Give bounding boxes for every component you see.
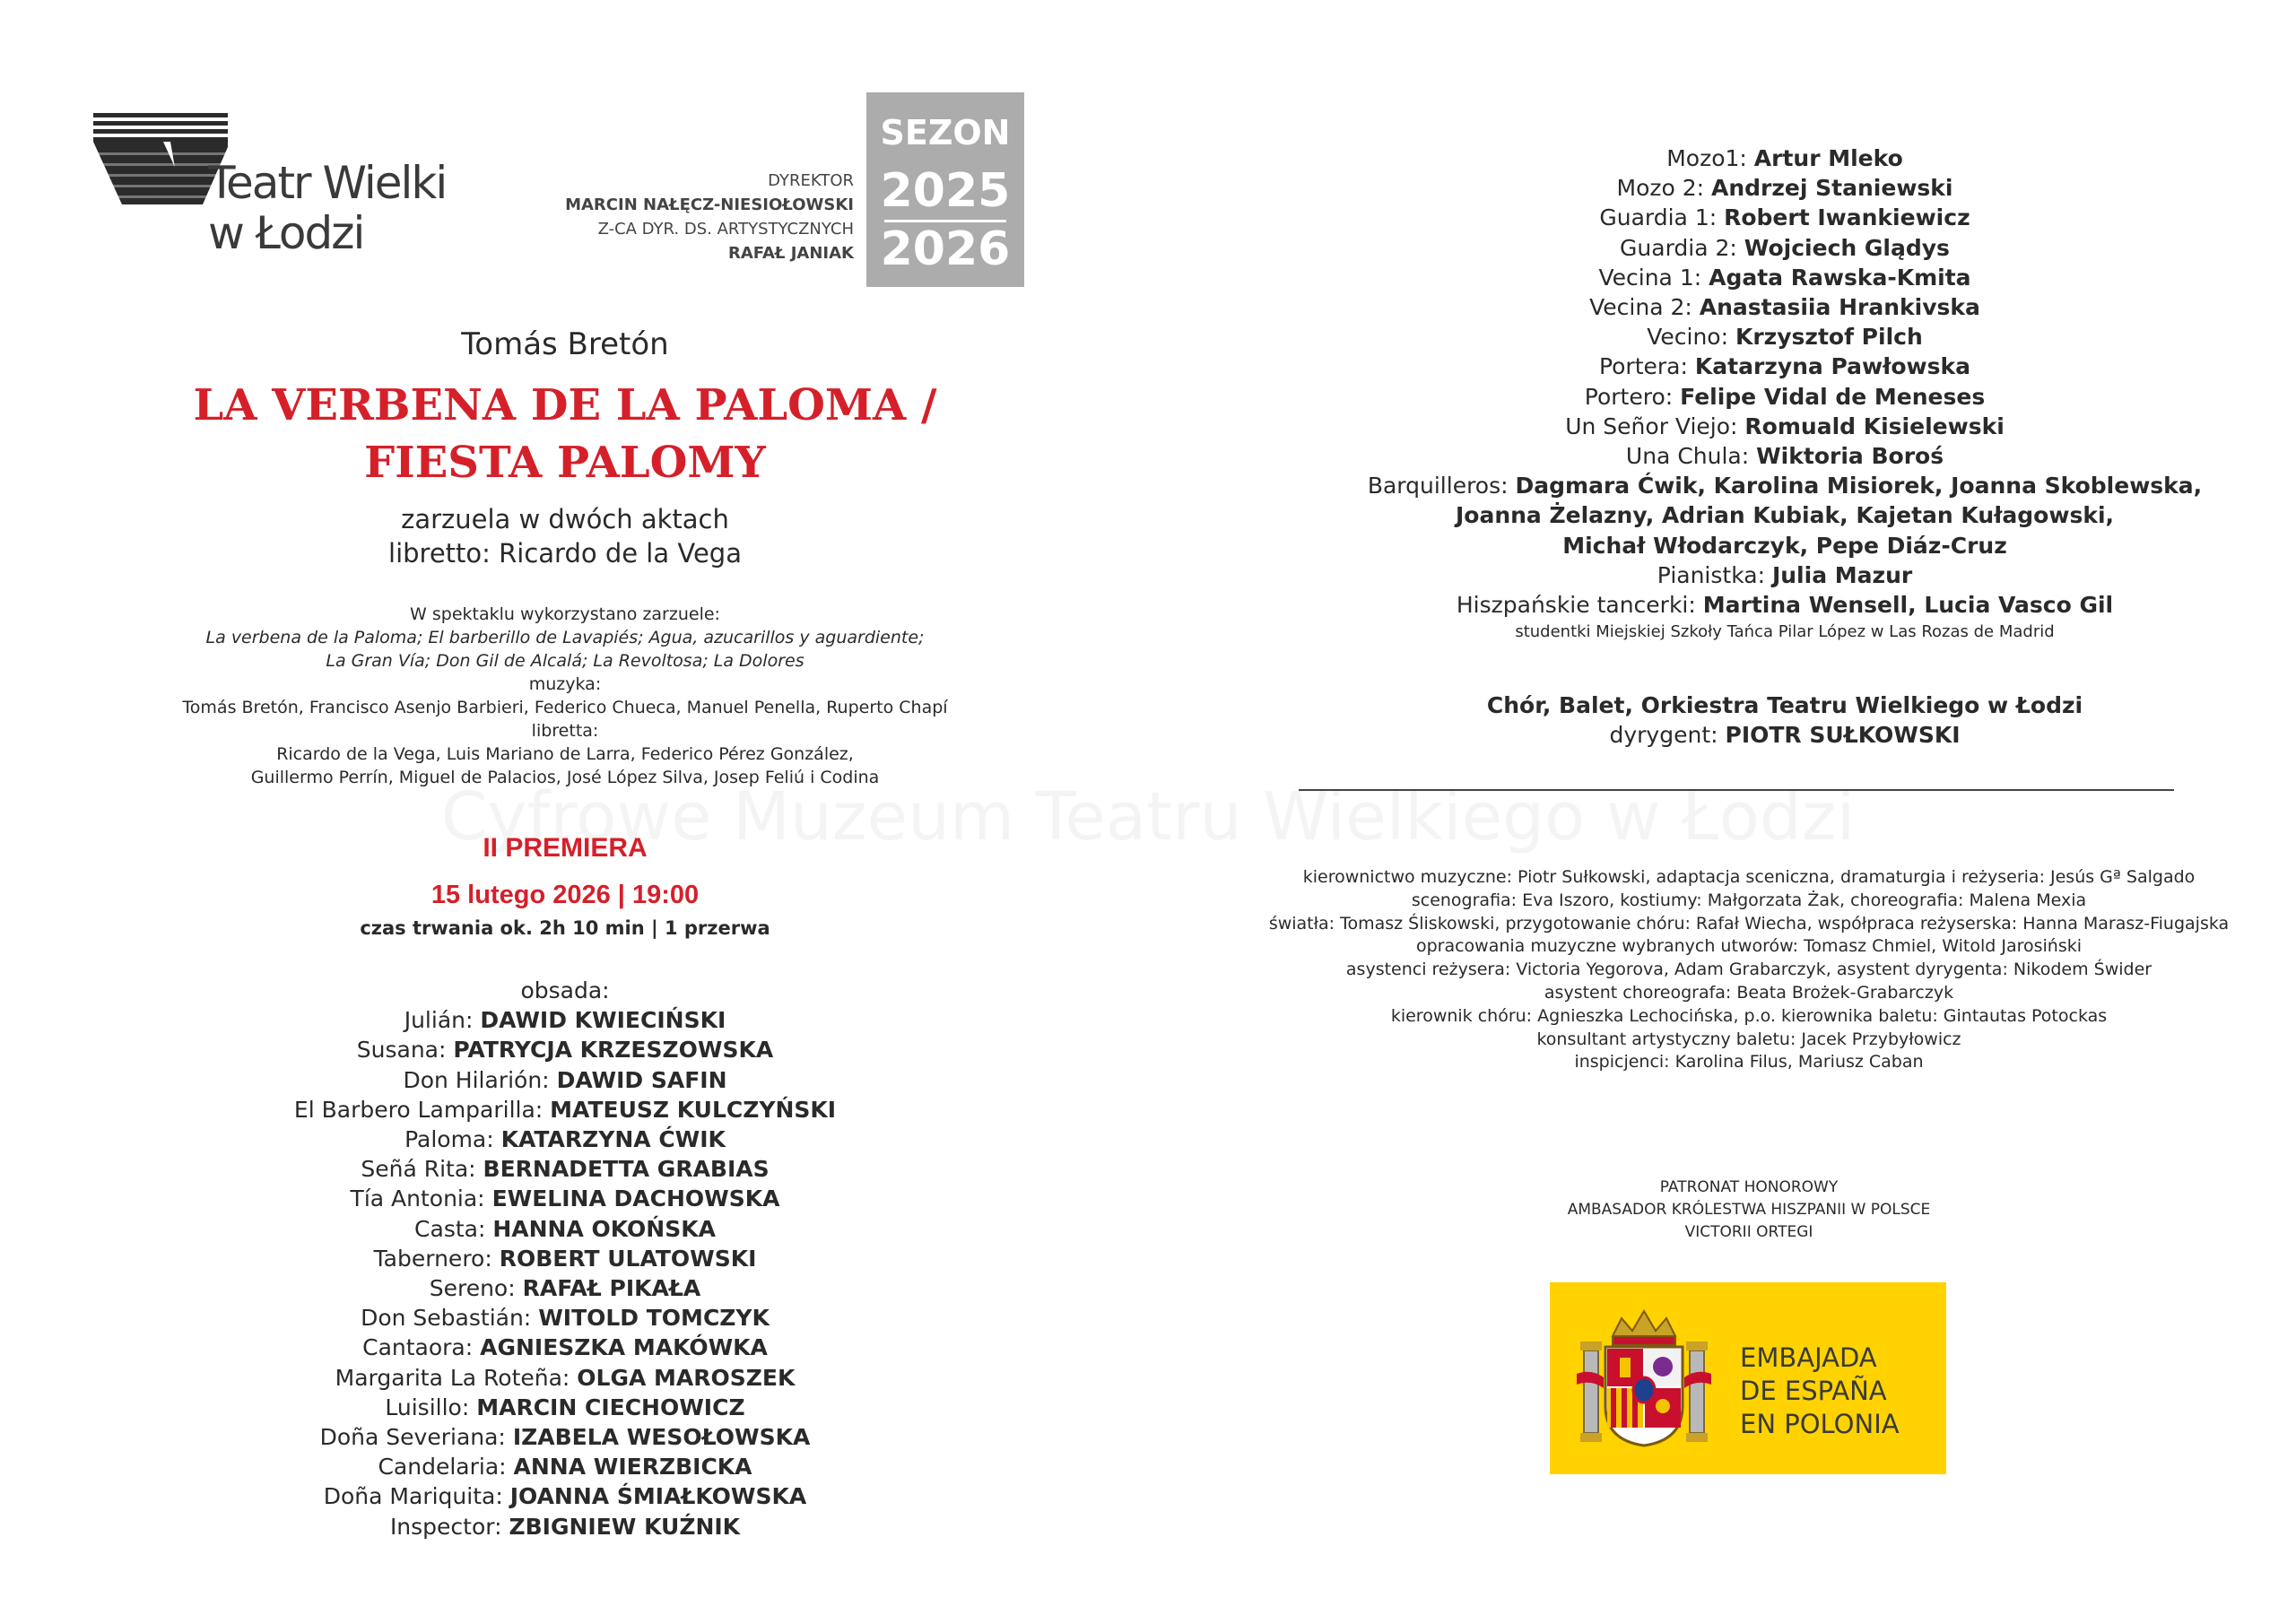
cast-row (90, 1244, 1040, 1273)
cast-performer: BERNADETTA GRABIAS (483, 1156, 770, 1183)
zarzuele-works-2: La Gran Vía; Don Gil de Alcalá; La Revoltosa; La Dolores (326, 651, 804, 671)
cast-performer: Dagmara Ćwik, Karolina Misiorek, Joanna Skoblewska, (1515, 473, 2203, 499)
cast-role: Candelaria: (378, 1454, 507, 1481)
cast-row (1274, 471, 2296, 500)
season-label: SEZON (880, 113, 1011, 152)
cast-row (1274, 382, 2296, 412)
cast-row (1274, 352, 2296, 381)
cast-role: Doña Severiana: (319, 1424, 506, 1451)
cast-row (90, 1303, 1040, 1333)
cast-role: Inspector: (389, 1513, 502, 1540)
premiere-label: II PREMIERA (483, 833, 648, 863)
cast-row (90, 1005, 1040, 1035)
cast-performer: MATEUSZ KULCZYŃSKI (550, 1096, 837, 1123)
cast-row (1274, 531, 2296, 560)
libretto-label: libretta: (531, 721, 599, 741)
music-composers: Tomás Bretón, Francisco Asenjo Barbieri, Federico Chueca, Manuel Penella, Ruperto Chapí (182, 698, 948, 717)
director-role: DYREKTOR (768, 171, 854, 190)
cast-performer: Robert Iwankiewicz (1724, 204, 1970, 231)
directors-block (502, 169, 854, 265)
credit-line: inspicjenci: Karolina Filus, Mariusz Caban (1574, 1052, 1924, 1073)
cast-performer: ANNA WIERZBICKA (513, 1454, 752, 1481)
cast-role: Luisillo: (385, 1394, 470, 1420)
season-year-end: 2026 (880, 222, 1011, 276)
cast-row (1274, 143, 2296, 173)
music-label: muzyka: (528, 674, 602, 694)
cast-row (1274, 203, 2296, 232)
cast-performer: Katarzyna Pawłowska (1694, 353, 1971, 380)
cast-performer: OLGA MAROSZEK (577, 1364, 796, 1391)
cast-row (1274, 441, 2296, 471)
credit-line: asystent choreografa: Beata Brożek-Grabarczyk (1544, 982, 1954, 1003)
cast-row (90, 1184, 1040, 1213)
cast-row (1274, 560, 2296, 590)
credits-list (1220, 866, 2278, 1074)
cast-role: Una Chula: (1625, 443, 1750, 470)
cast-row (90, 1214, 1040, 1244)
cast-role: Tabernero: (373, 1245, 492, 1272)
cast-row (1274, 263, 2296, 292)
cast-row (90, 1512, 1040, 1541)
cast-performer: Wiktoria Boroś (1756, 443, 1944, 470)
patronage-label: PATRONAT HONOROWY (1659, 1178, 1839, 1196)
opera-title (90, 377, 1040, 491)
cast-row (90, 1065, 1040, 1095)
cast-row (90, 1452, 1040, 1481)
credit-line: scenografia: Eva Iszoro, kostiumy: Małgorzata Żak, choreografia: Malena Mexia (1411, 890, 2087, 910)
cast-performer: ZBIGNIEW KUŹNIK (509, 1513, 741, 1540)
cast-role: Señá Rita: (361, 1156, 476, 1183)
cast-performer: Artur Mleko (1753, 145, 1903, 171)
cast-role: Tía Antonia: (350, 1185, 485, 1212)
cast-performer: JOANNA ŚMIAŁKOWSKA (509, 1483, 807, 1510)
cast-performer: Joanna Żelazny, Adrian Kubiak, Kajetan Kułagowski, (1455, 502, 2115, 529)
cast-row (90, 1125, 1040, 1154)
cast-performer: KATARZYNA ĆWIK (500, 1126, 726, 1153)
cast-role: Portero: (1584, 383, 1674, 410)
zarzuele-info (90, 603, 1040, 789)
cast-role: Paloma: (404, 1126, 494, 1153)
students-note: studentki Miejskiej Szkoły Tańca Pilar López w Las Rozas de Madrid (1515, 622, 2055, 641)
cast-performer: Agata Rawska-Kmita (1709, 264, 1971, 291)
conductor-name: PIOTR SUŁKOWSKI (1725, 722, 1961, 748)
cast-role: Hiszpańskie tancerki: (1456, 592, 1696, 619)
embassy-line-3: EN POLONIA (1740, 1409, 1900, 1439)
librettists-1: Ricardo de la Vega, Luis Mariano de Larra, Federico Pérez González, (276, 744, 854, 764)
spain-coat-of-arms-icon (1577, 1306, 1711, 1449)
credit-line: światła: Tomasz Śliskowski, przygotowanie chóru: Rafał Wiecha, współpraca reżyserska: Hanna Marasz-Fiugajska (1268, 913, 2230, 934)
opera-subtitle (90, 502, 1040, 570)
logo-line-2: w Łodzi (208, 207, 364, 259)
title-line-2: FIESTA PALOMY (364, 438, 766, 488)
cast-role: Julián: (404, 1007, 474, 1034)
cast-row (90, 1333, 1040, 1362)
cast-row (90, 1035, 1040, 1064)
conductor-label: dyrygent: (1609, 722, 1718, 748)
cast-role: Vecino: (1647, 324, 1729, 351)
embassy-line-1: EMBAJADA (1740, 1342, 1877, 1373)
credit-line: opracowania muzyczne wybranych utworów: Tomasz Chmiel, Witold Jarosiński (1415, 936, 2083, 957)
patronage-ambassador: AMBASADOR KRÓLESTWA HISZPANII W POLSCE (1567, 1201, 1931, 1219)
cast-performer: AGNIESZKA MAKÓWKA (480, 1334, 768, 1361)
credit-line: konsultant artystyczny baletu: Jacek Przybyłowicz (1536, 1029, 1961, 1049)
cast-role: Mozo 2: (1616, 175, 1705, 202)
cast-row (1274, 173, 2296, 203)
cast-list (90, 976, 1040, 1541)
cast-performer: ROBERT ULATOWSKI (499, 1245, 757, 1272)
deputy-director-role: Z-CA DYR. DS. ARTYSTYCZNYCH (597, 220, 854, 239)
cast-row (1274, 292, 2296, 322)
cast-rows (90, 1005, 1040, 1541)
cast-performer: HANNA OKOŃSKA (492, 1215, 716, 1242)
ensemble-info (1274, 690, 2296, 750)
patronage-name: VICTORII ORTEGI (1684, 1223, 1813, 1241)
cast-row (1274, 590, 2296, 620)
cast-row (1274, 233, 2296, 263)
logo-wordmark (208, 158, 446, 258)
cast-performer: Wojciech Glądys (1744, 234, 1950, 261)
cast-row (90, 1481, 1040, 1511)
cast-role: Susana: (356, 1037, 447, 1064)
cast-role: Casta: (414, 1215, 486, 1242)
composer-name: Tomás Bretón (461, 326, 669, 362)
zarzuele-intro: W spektaklu wykorzystano zarzuele: (410, 604, 720, 624)
cast-performer: IZABELA WESOŁOWSKA (512, 1424, 811, 1451)
cast-performer: DAWID SAFIN (556, 1066, 727, 1093)
director-name: MARCIN NAŁĘCZ-NIESIOŁOWSKI (565, 195, 854, 214)
cast-row (1274, 412, 2296, 441)
cast-role: Margarita La Roteña: (335, 1364, 570, 1391)
cast-role: Doña Mariquita: (323, 1483, 503, 1510)
cast-row (1274, 500, 2296, 530)
cast-performer: Felipe Vidal de Meneses (1680, 383, 1986, 410)
cast-row (90, 1154, 1040, 1184)
credit-line: kierownik chóru: Agnieszka Lechocińska, p.o. kierownika baletu: Gintautas Potockas (1390, 1005, 2108, 1026)
cast-list-secondary (1274, 143, 2296, 620)
cast-heading: obsada: (520, 977, 610, 1003)
cast-role: Cantaora: (362, 1334, 474, 1361)
title-line-1: LA VERBENA DE LA PALOMA / (193, 380, 937, 430)
cast-role: Vecina 2: (1589, 294, 1692, 321)
libretto-line: libretto: Ricardo de la Vega (388, 538, 742, 569)
section-divider (1299, 789, 2174, 791)
honorary-patronage (1489, 1177, 2009, 1244)
genre-line: zarzuela w dwóch aktach (401, 504, 729, 534)
cast-performer: Andrzej Staniewski (1711, 175, 1953, 202)
ensemble-line: Chór, Balet, Orkiestra Teatru Wielkiego w Łodzi (1486, 692, 2083, 718)
cast-row (90, 1393, 1040, 1422)
cast-role: Un Señor Viejo: (1565, 413, 1738, 439)
cast-role: Mozo1: (1666, 145, 1747, 171)
premiere-info (90, 830, 1040, 913)
zarzuele-works-1: La verbena de la Paloma; El barberillo de Lavapiés; Agua, azucarillos y aguardiente; (205, 628, 925, 647)
embassy-logo (1550, 1282, 1946, 1474)
cast-performer: RAFAŁ PIKAŁA (522, 1275, 701, 1302)
cast-role: Barquilleros: (1367, 473, 1509, 499)
cast-performer: Michał Włodarczyk, Pepe Diáz-Cruz (1562, 532, 2007, 559)
cast-performer: EWELINA DACHOWSKA (491, 1185, 780, 1212)
deputy-director-name: RAFAŁ JANIAK (727, 244, 854, 263)
cast-role: Guardia 1: (1599, 204, 1718, 231)
cast-performer: Romuald Kisielewski (1744, 413, 2005, 439)
cast-performer: DAWID KWIECIŃSKI (480, 1007, 726, 1034)
librettists-2: Guillermo Perrín, Miguel de Palacios, José López Silva, Josep Feliú i Codina (250, 768, 880, 787)
cast-role: Don Sebastián: (361, 1305, 532, 1332)
cast-performer: Julia Mazur (1771, 561, 1913, 588)
cast-performer: WITOLD TOMCZYK (538, 1305, 770, 1332)
cast-performer: MARCIN CIECHOWICZ (476, 1394, 745, 1420)
cast-performer: Anastasiia Hrankivska (1699, 294, 1980, 321)
season-year-start: 2025 (880, 164, 1011, 218)
cast-role: Pianistka: (1657, 561, 1765, 588)
cast-role: Sereno: (429, 1275, 516, 1302)
credit-line: kierownictwo muzyczne: Piotr Sułkowski, adaptacja sceniczna, dramaturgia i reżyseria: Jesús Gª Salgado (1302, 867, 2196, 887)
cast-row (90, 1273, 1040, 1303)
cast-performer: Krzysztof Pilch (1735, 324, 1923, 351)
cast-performer: PATRYCJA KRZESZOWSKA (453, 1037, 774, 1064)
cast-row (90, 1422, 1040, 1452)
cast-role: Vecina 1: (1598, 264, 1702, 291)
credit-line: asystenci reżysera: Victoria Yegorova, Adam Grabarczyk, asystent dyrygenta: Nikodem Świder (1345, 960, 2152, 980)
cast-performer: Martina Wensell, Lucia Vasco Gil (1702, 592, 2114, 619)
season-badge (866, 92, 1024, 287)
cast-row (90, 1095, 1040, 1125)
cast-row (90, 1363, 1040, 1393)
cast-role: Don Hilarión: (403, 1066, 550, 1093)
cast-row (1274, 322, 2296, 352)
duration-info: czas trwania ok. 2h 10 min | 1 przerwa (360, 917, 770, 939)
logo-line-1: Teatr Wielki (208, 157, 447, 209)
embassy-name (1740, 1342, 1900, 1441)
cast-role: Portera: (1598, 353, 1688, 380)
premiere-date: 15 lutego 2026 | 19:00 (430, 881, 700, 909)
cast-role: El Barbero Lamparilla: (293, 1096, 544, 1123)
cast-role: Guardia 2: (1620, 234, 1737, 261)
embassy-line-2: DE ESPAÑA (1740, 1376, 1887, 1406)
